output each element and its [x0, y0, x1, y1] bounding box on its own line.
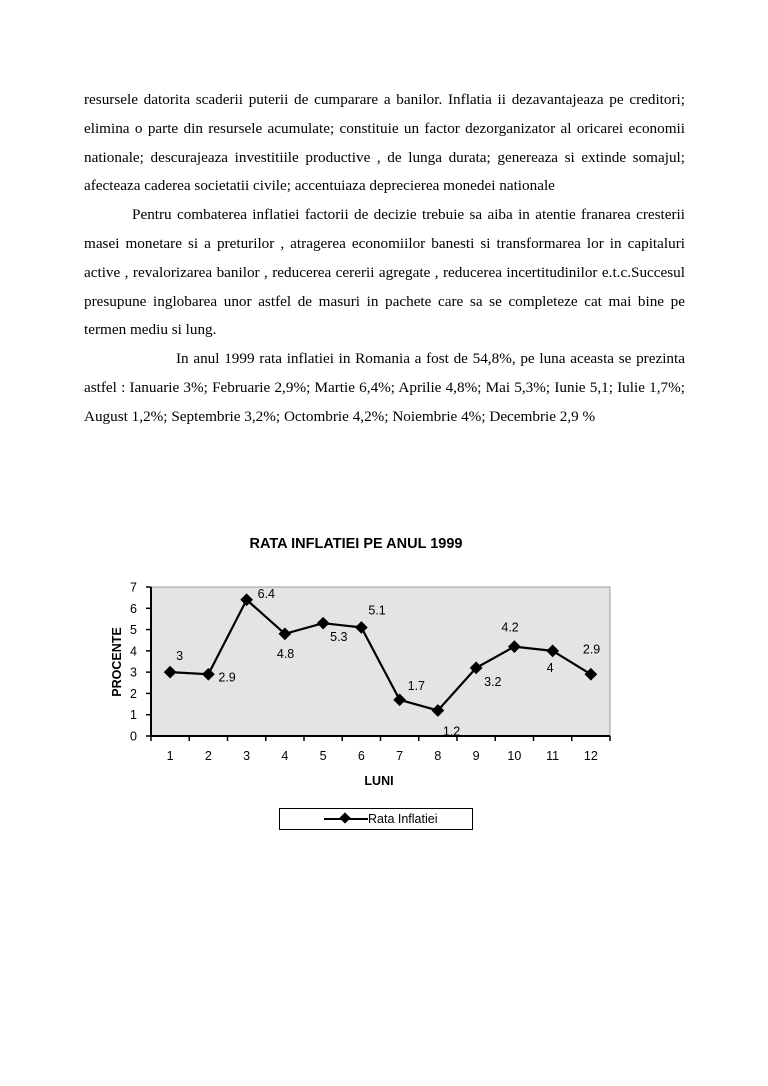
data-label: 4.8 [276, 646, 295, 661]
paragraph-1: resursele datorita scaderii puterii de cumparare a banilor. Inflatia ii dezavantajeaza pe creditori; elimina o parte din resursele acumulate; constituie un factor dezorganizator al oricarei economii nationale; descurajeaza investitiile productive , de lunga durata; genereaza si extinde somajul; afecteaza caderea societatii civile; accentuiaza deprecierea monedei nationale [84, 91, 685, 195]
data-label: 2.9 [582, 642, 601, 657]
y-tick-label: 2 [130, 686, 137, 701]
legend-marker-icon [324, 813, 368, 825]
x-tick-label: 7 [396, 749, 404, 763]
x-tick-label: 4 [281, 749, 289, 763]
y-tick-label: 7 [130, 580, 137, 595]
x-tick-label: 10 [507, 749, 522, 763]
y-tick-label: 4 [130, 644, 137, 659]
legend-label: Rata Inflatiei [368, 812, 438, 826]
data-label: 1.7 [407, 678, 426, 693]
x-tick-label: 3 [243, 749, 251, 763]
y-tick-label: 5 [130, 623, 137, 638]
chart-legend [279, 808, 473, 830]
data-label: 3 [176, 649, 184, 664]
y-tick-label: 3 [130, 665, 137, 680]
data-label: 4.2 [501, 620, 519, 635]
data-label: 5.1 [368, 603, 386, 618]
data-label: 2.9 [218, 670, 236, 685]
data-label: 1.2 [442, 724, 461, 739]
data-label: 3.2 [484, 674, 502, 689]
x-tick-label: 6 [357, 749, 365, 763]
y-tick-label: 6 [130, 601, 137, 616]
y-tick-label: 1 [130, 708, 137, 723]
y-tick-label: 0 [130, 729, 137, 744]
data-label: 6.4 [257, 586, 276, 601]
paragraph-2: Pentru combaterea inflatiei factorii de decizie trebuie sa aiba in atentie franarea cresterii masei monetare si a preturilor , atragerea economiilor banesti si transformarea lor in capitaluri active , revalorizarea banilor , reducerea cererii agregate , reducerea incertitudinilor e.t.c.Succesul presupune inglobarea unor astfel de masuri in pachete care sa se completeze cat mai bine pe termen mediu si lung. [84, 206, 685, 339]
paragraph-3: In anul 1999 rata inflatiei in Romania a fost de 54,8%, pe luna aceasta se prezinta astfel : Ianuarie 3%; Februarie 2,9%; Martie 6,4%; Aprilie 4,8%; Mai 5,3%; Iunie 5,1; Iulie 1,7%; August 1,2%; Septembrie 3,2%; Octombrie 4,2%; Noiembrie 4%; Decembrie 2,9 % [84, 350, 685, 425]
data-label: 4 [546, 660, 554, 675]
x-tick-label: 1 [166, 749, 174, 763]
x-tick-label: 12 [583, 749, 598, 763]
x-tick-label: 2 [204, 749, 212, 763]
chart-title: RATA INFLATIEI PE ANUL 1999 [249, 536, 463, 552]
x-tick-label: 11 [546, 749, 560, 763]
x-tick-label: 9 [472, 749, 480, 763]
y-axis-label: PROCENTE [110, 627, 124, 697]
data-label: 5.3 [330, 630, 348, 645]
x-axis-label: LUNI [364, 774, 394, 788]
x-tick-label: 8 [434, 749, 442, 763]
x-tick-label: 5 [319, 749, 327, 763]
